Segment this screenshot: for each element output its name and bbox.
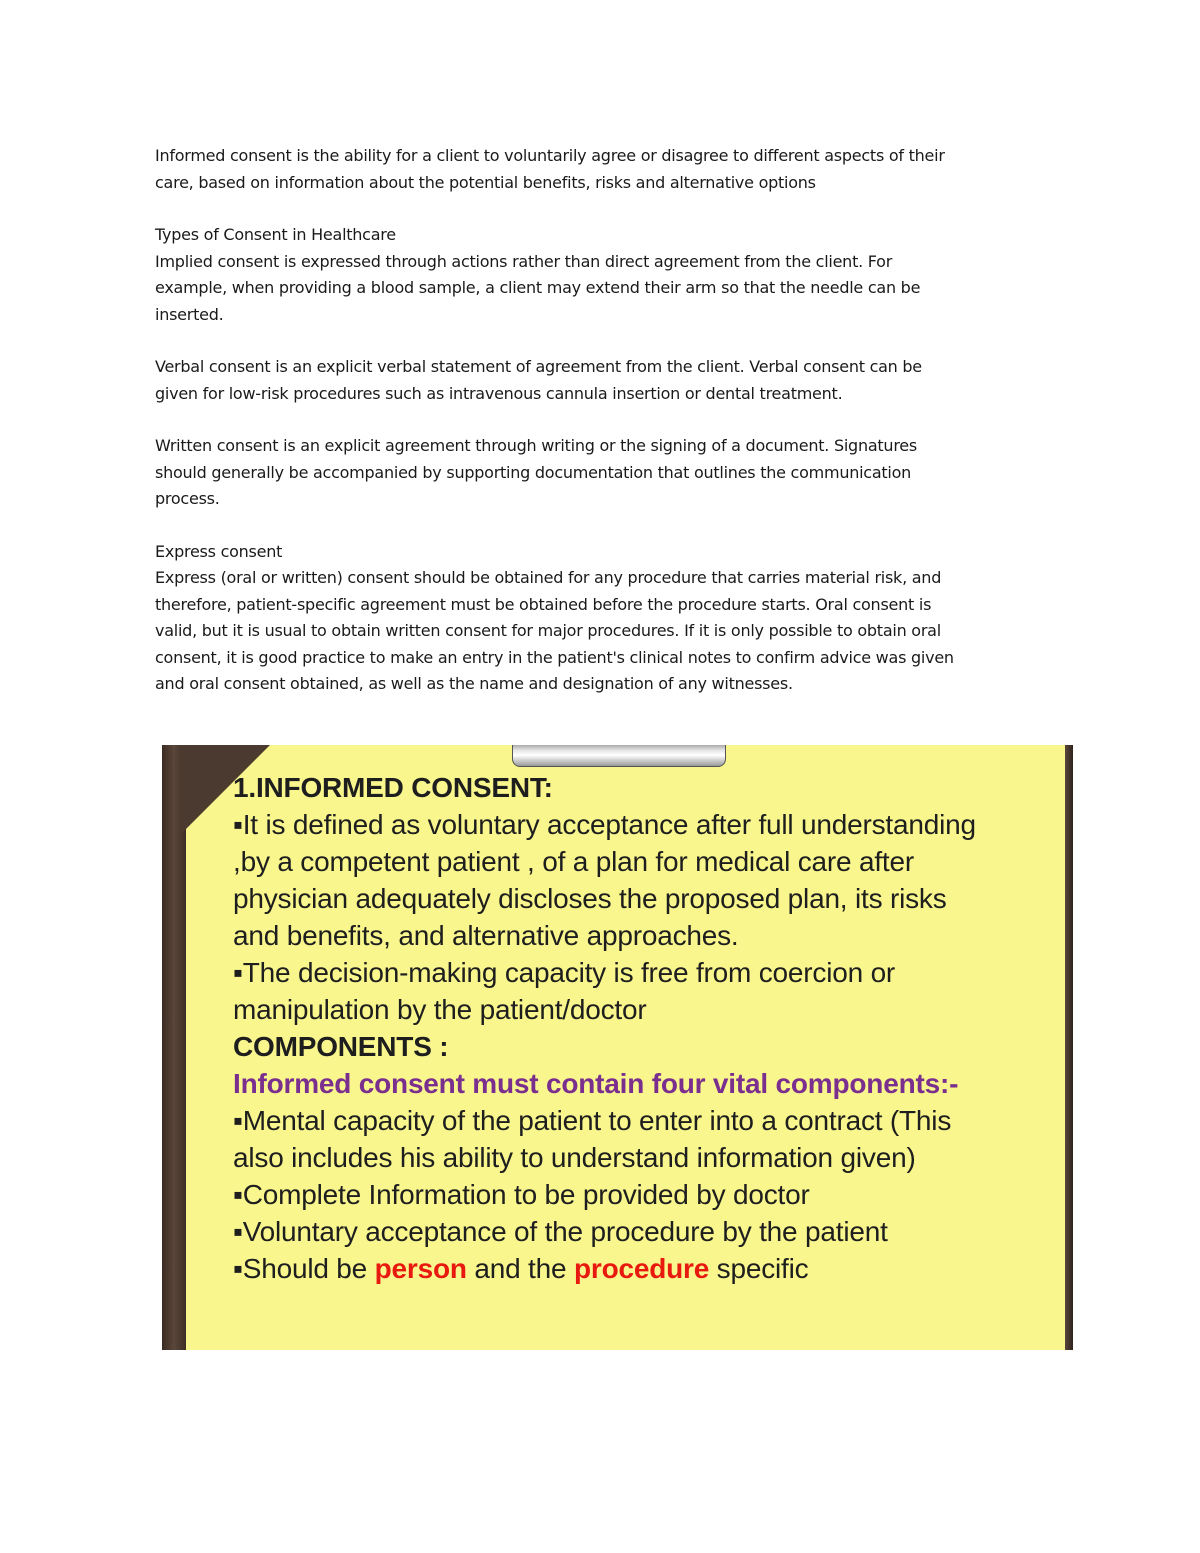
document-body xyxy=(155,143,1055,698)
written-consent-paragraph: Written consent is an explicit agreement through writing or the signing of a document. Signatures should generally be accompanied by supporting documentation that outlines the communication process. xyxy=(155,436,917,508)
slide-image xyxy=(162,745,1073,1350)
component4-prefix: ▪Should be xyxy=(233,1253,375,1284)
highlight-procedure: procedure xyxy=(573,1253,710,1284)
components-heading: COMPONENTS : xyxy=(233,1031,449,1062)
verbal-consent-paragraph: Verbal consent is an explicit verbal statement of agreement from the client. Verbal consent can be given for low-risk procedures such as intravenous cannula insertion or dental treatment. xyxy=(155,357,922,403)
component4-suffix: specific xyxy=(709,1253,809,1284)
wood-edge-left xyxy=(162,745,186,1350)
implied-consent-paragraph: Implied consent is expressed through actions rather than direct agreement from the client. For example, when providing a blood sample, a client may extend their arm so that the needle can be inserted. xyxy=(155,251,921,324)
bullet1-line: and benefits, and alternative approaches. xyxy=(233,920,739,951)
component3-line: ▪Voluntary acceptance of the procedure by the patient xyxy=(233,1216,888,1247)
express-consent-paragraph: Express (oral or written) consent should be obtained for any procedure that carries material risk, and therefore, patient-specific agreement must be obtained before the procedure starts. Oral consent is valid, but it is usual to obtain written consent for major procedures. If it is only possible to obtain oral consent, it is good practice to make an entry in the patient's clinical notes to confirm advice was given and oral consent obtained, as well as the name and designation of any witnesses. xyxy=(155,568,954,693)
highlight-person: person xyxy=(374,1253,467,1284)
types-heading: Types of Consent in Healthcare xyxy=(155,225,396,244)
component1-line: ▪Mental capacity of the patient to enter into a contract (This xyxy=(233,1105,952,1136)
slide-title: 1.INFORMED CONSENT: xyxy=(233,772,553,803)
component1-line: also includes his ability to understand information given) xyxy=(233,1142,916,1173)
component2-line: ▪Complete Information to be provided by doctor xyxy=(233,1179,810,1210)
bullet1-line: ▪It is defined as voluntary acceptance after full understanding xyxy=(233,809,976,840)
slide-content xyxy=(233,769,1068,1287)
bullet1-line: ,by a competent patient , of a plan for medical care after xyxy=(233,846,915,877)
express-heading: Express consent xyxy=(155,541,283,561)
components-intro: Informed consent must contain four vital components:- xyxy=(233,1068,959,1099)
bullet2-line: manipulation by the patient/doctor xyxy=(233,994,647,1025)
component4-middle: and the xyxy=(466,1253,574,1284)
clipboard-clip xyxy=(512,745,726,767)
bullet2-line: ▪The decision-making capacity is free from coercion or xyxy=(233,957,896,988)
intro-paragraph: Informed consent is the ability for a client to voluntarily agree or disagree to different aspects of their care, based on information about the potential benefits, risks and alternative options xyxy=(155,146,945,192)
bullet1-line: physician adequately discloses the proposed plan, its risks xyxy=(233,883,947,914)
component4-line xyxy=(233,1250,1068,1287)
